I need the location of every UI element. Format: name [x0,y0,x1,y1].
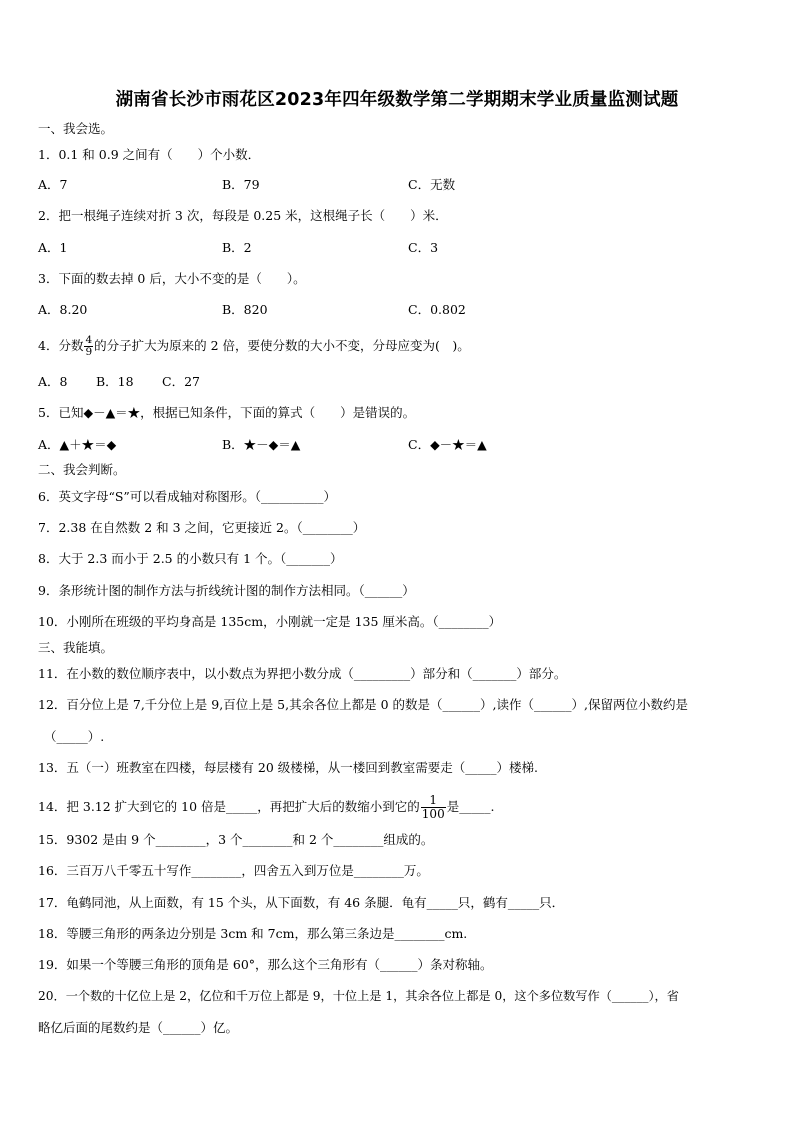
question-text: 在小数的数位顺序表中，以小数点为界把小数分成（_________）部分和（_______）部分。 [66,666,567,681]
section-heading-choose: 一、我会选。 [38,121,114,136]
question-11 [38,666,566,682]
q3-option-a: A．8.20 [38,302,88,317]
question-number: 9． [38,583,59,598]
section-heading-judge: 二、我会判断。 [38,462,126,477]
question-14 [38,794,494,821]
question-text: 三百万八千零五十写作________，四舍五入到万位是________万。 [66,863,429,878]
question-number: 5． [38,405,59,420]
question-2 [38,208,448,224]
question-text-post: 的分子扩大为原来的 2 倍，要使分数的大小不变，分母应变为( )。 [94,338,470,353]
question-6 [38,489,336,505]
q5-option-b: B．★－◆＝▲ [222,437,301,452]
question-text: 五（一）班教室在四楼，每层楼有 20 级楼梯，从一楼回到教室需要走（_____）楼梯. [66,760,538,775]
question-4 [38,335,470,358]
question-19 [38,957,493,973]
question-number: 12． [38,697,67,712]
question-number: 3． [38,271,59,286]
q5-option-a: A．▲＋★＝◆ [38,437,117,452]
question-18 [38,926,467,942]
question-number: 7． [38,520,59,535]
question-number: 20． [38,989,66,1003]
q4-option-b: B．18 [96,374,134,389]
q2-option-c: C．3 [408,240,439,255]
question-5 [38,405,415,421]
question-text: 把一根绳子连续对折 3 次，每段是 0.25 米，这根绳子长（ ）米． [58,208,448,223]
question-8 [38,551,343,567]
question-number: 11． [38,666,67,681]
question-number: 2． [38,208,59,223]
question-text: 等腰三角形的两条边分别是 3cm 和 7cm，那么第三条边是________cm. [66,926,468,941]
q3-option-c: C．0.802 [408,302,466,317]
fraction-numerator: 4 [85,334,93,346]
question-number: 18． [38,926,67,941]
question-16 [38,863,429,879]
question-12 [38,697,688,713]
q3-option-b: B．820 [222,302,268,317]
question-text: 条形统计图的制作方法与折线统计图的制作方法相同。（______） [58,583,415,598]
question-10 [38,614,501,630]
q1-option-b: B．79 [222,177,260,192]
question-number: 17． [38,895,67,910]
question-number: 6． [38,489,59,504]
question-number: 8． [38,551,59,566]
q1-option-a: A．7 [38,177,68,192]
q1-option-c: C．无数 [408,177,456,192]
question-number: 13． [38,760,67,775]
section-heading-fill: 三、我能填。 [38,640,114,655]
q2-option-a: A．1 [38,240,68,255]
question-12-continued: （_____）. [44,729,105,744]
question-text: 小刚所在班级的平均身高是 135cm，小刚就一定是 135 厘米高。（________） [66,614,502,629]
question-17 [38,895,564,911]
q4-option-a: A．8 [38,374,68,389]
page-title: 湖南省长沙市雨花区2023年四年级数学第二学期期末学业质量监测试题 [115,90,679,110]
question-text: 如果一个等腰三角形的顶角是 60°，那么这个三角形有（______）条对称轴。 [66,957,493,972]
question-number: 10． [38,614,67,629]
question-text: 0.1 和 0.9 之间有（ ）个小数． [58,147,261,162]
fraction-denominator: 9 [85,346,93,358]
question-20 [38,988,679,1004]
question-text: 2.38 在自然数 2 和 3 之间，它更接近 2。（________） [58,520,366,535]
question-number: 16． [38,863,67,878]
question-text: 下面的数去掉 0 后，大小不变的是（ ）。 [58,271,306,286]
question-number: 1． [38,147,59,162]
question-text: 大于 2.3 而小于 2.5 的小数只有 1 个。（_______） [58,551,343,566]
fraction-one-hundredth [421,794,446,821]
question-text-pre: 把 3.12 扩大到它的 10 倍是_____，再把扩大后的数缩小到它的 [66,799,420,814]
question-text: 9302 是由 9 个________，3 个________和 2 个________组成的。 [66,832,434,847]
q5-option-c: C．◆－★＝▲ [408,437,487,452]
question-13 [38,760,538,776]
question-text-post: 是_____. [446,799,495,814]
question-20-continued: 略亿后面的尾数约是（______）亿。 [38,1020,239,1035]
fraction-denominator: 100 [421,807,445,821]
question-number: 19． [38,957,67,972]
fraction-four-ninths [84,335,93,358]
question-text: 英文字母“S”可以看成轴对称图形。（__________） [58,489,337,504]
question-text-pre: 分数 [58,338,84,353]
question-15 [38,832,433,848]
question-number: 4． [38,338,59,353]
question-number: 15． [38,832,67,847]
question-number: 14． [38,799,67,814]
question-1 [38,147,260,163]
q2-option-b: B．2 [222,240,252,255]
question-3 [38,271,306,287]
question-7 [38,520,365,536]
question-text: 百分位上是 7,千分位上是 9,百位上是 5,其余各位上都是 0 的数是（______）,读作（______）,保留两位小数约是 [66,697,688,712]
q4-option-c: C．27 [162,374,200,389]
question-text: 一个数的十亿位上是 2，亿位和千万位上都是 9，十位上是 1，其余各位上都是 0，这个多位数写作（______），省 [65,989,679,1003]
question-text: 龟鹤同池，从上面数，有 15 个头，从下面数，有 46 条腿．龟有_____只，鹤有_____只． [66,895,565,910]
question-text: 已知◆－▲＝★，根据已知条件，下面的算式（ ）是错误的。 [58,405,416,420]
fraction-numerator: 1 [421,794,446,808]
question-9 [38,583,415,599]
